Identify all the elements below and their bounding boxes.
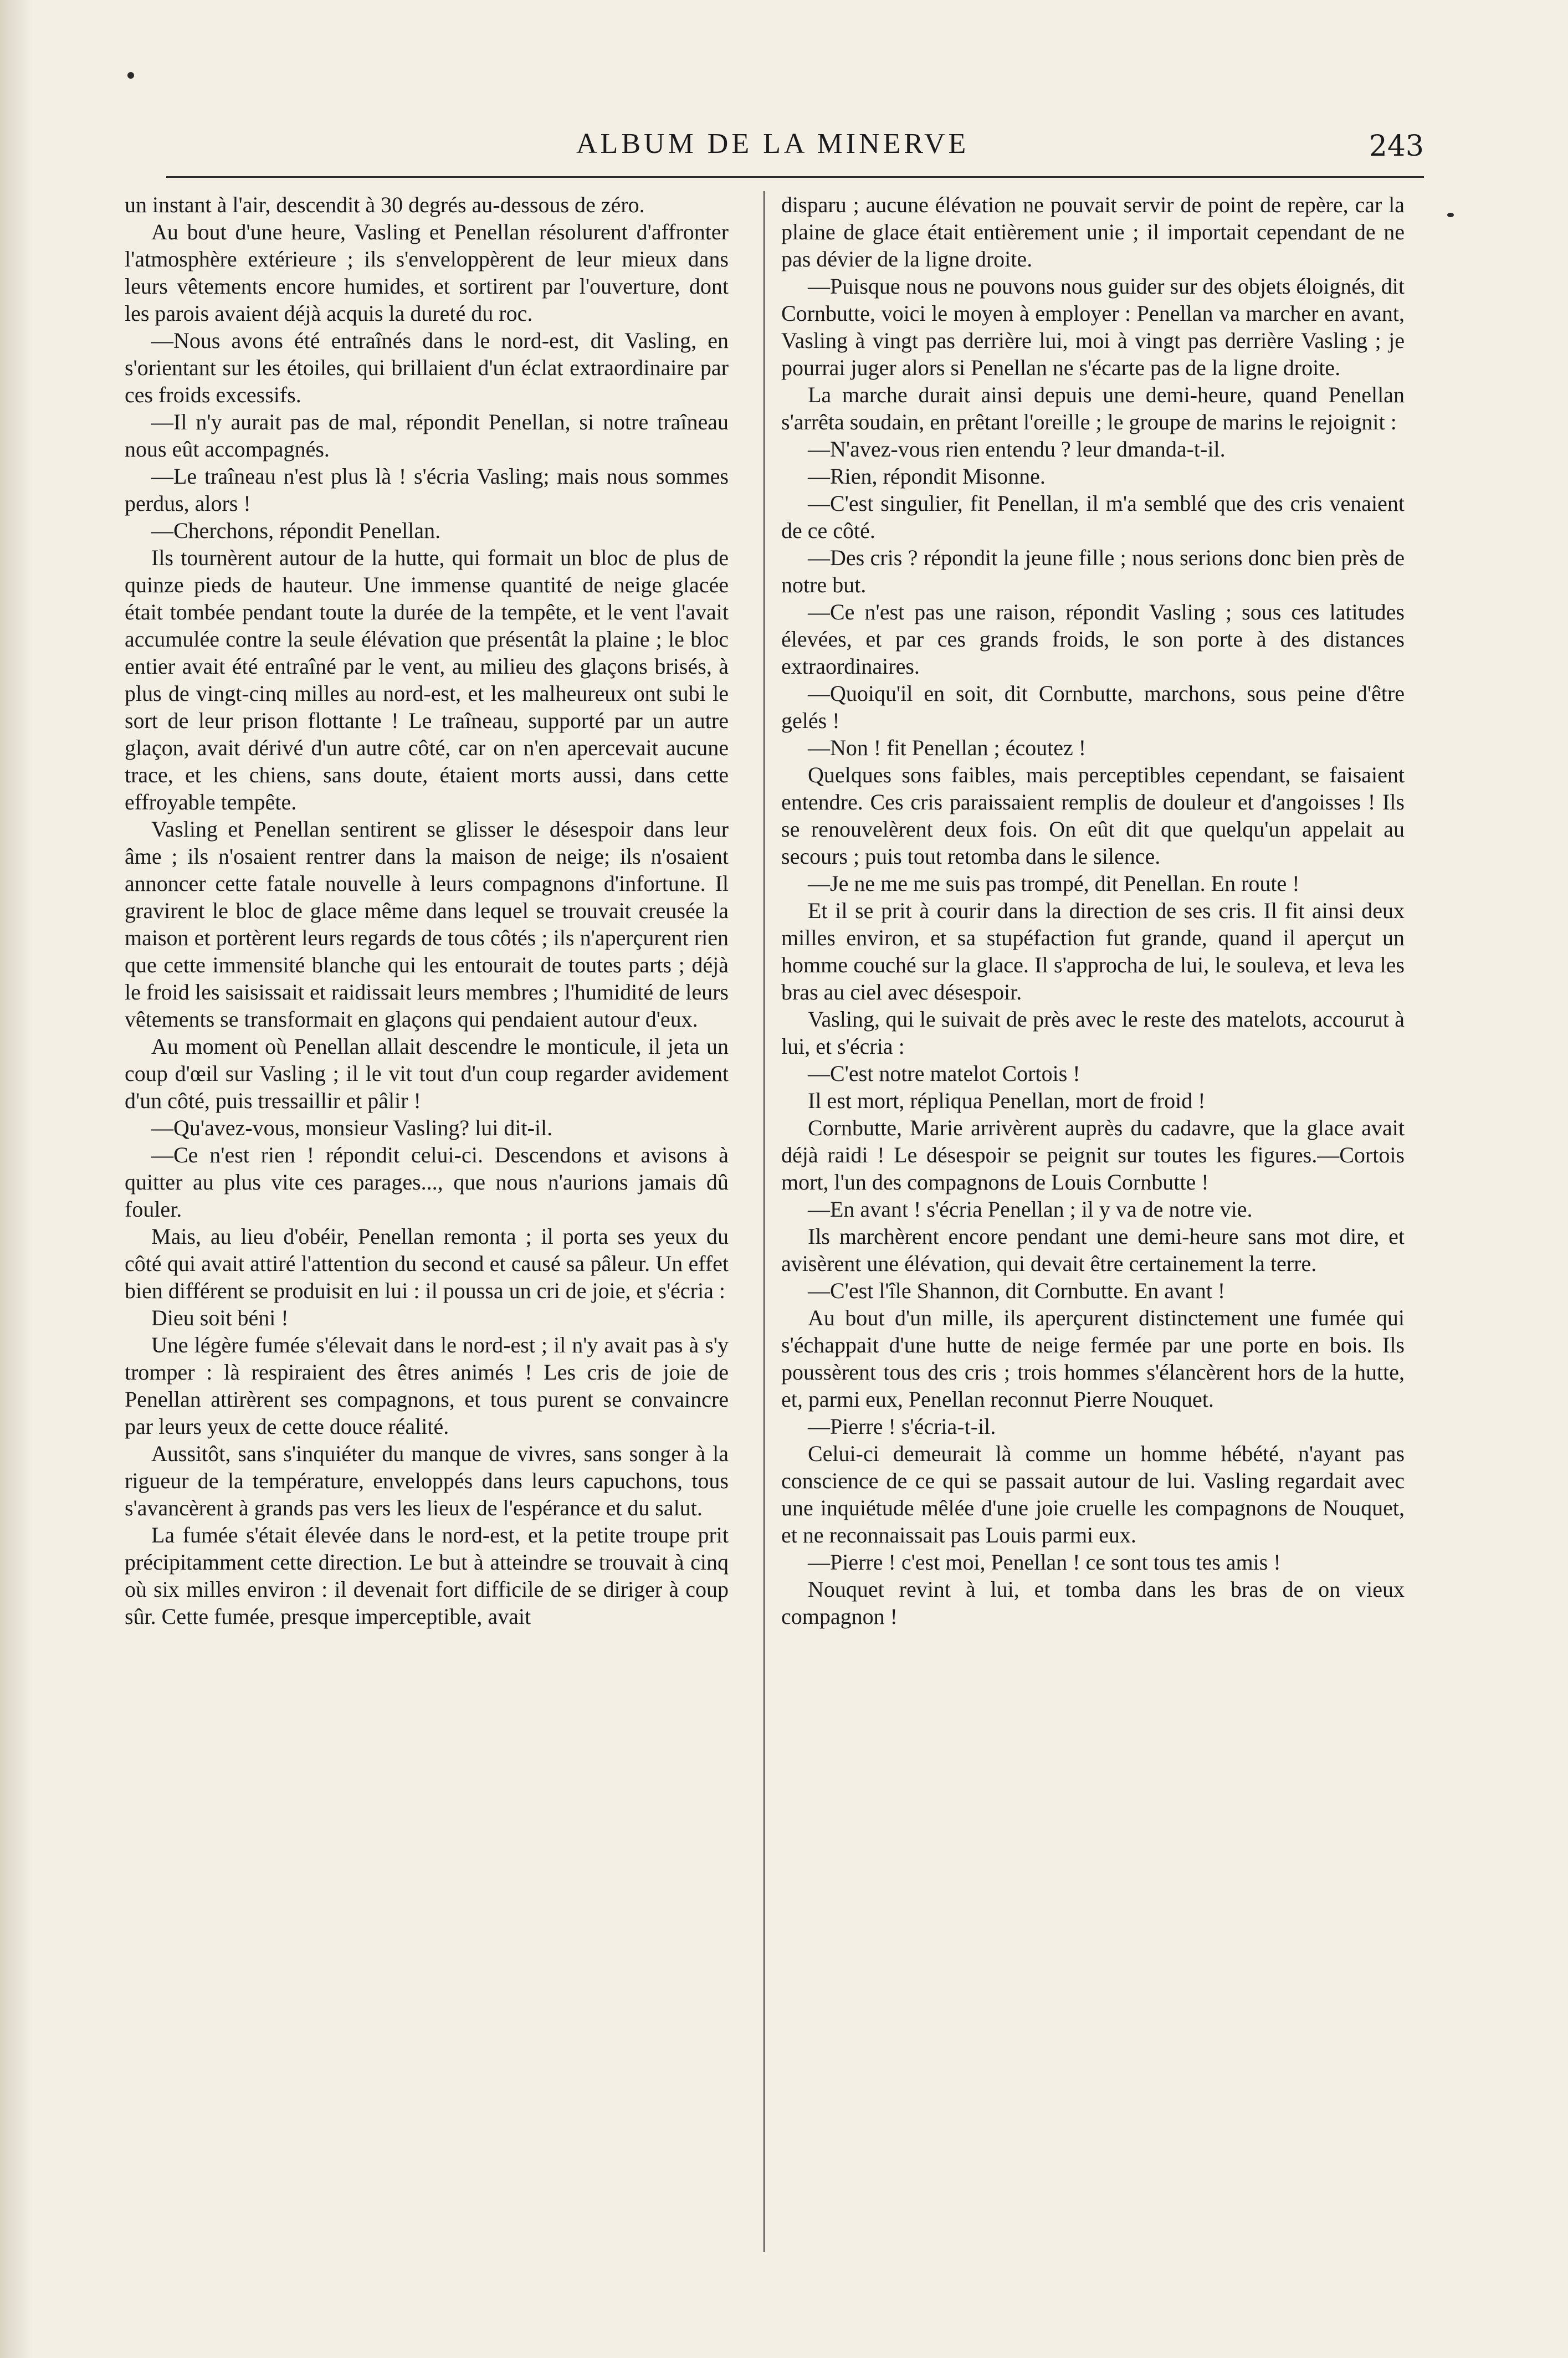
ink-spot bbox=[127, 72, 134, 79]
paragraph: —Il n'y aurait pas de mal, répondit Penellan, si notre traîneau nous eût accompagnés. bbox=[125, 409, 729, 462]
paragraph: —C'est singulier, fit Penellan, il m'a semblé que des cris venaient de ce côté. bbox=[781, 491, 1405, 543]
paragraph: Aussitôt, sans s'inquiéter du manque de vivres, sans songer à la rigueur de la température, enveloppés dans leurs capuchons, tous s'avancèrent à grands pas vers les lieux de l'espérance et du salut. bbox=[125, 1441, 729, 1520]
paragraph: —Le traîneau n'est plus là ! s'écria Vasling; mais nous sommes perdus, alors ! bbox=[125, 464, 729, 516]
paragraph: Au moment où Penellan allait descendre le monticule, il jeta un coup d'œil sur Vasling ; il le vit tout d'un coup regarder avidement d'un côté, puis tressaillir et pâlir ! bbox=[125, 1034, 729, 1113]
paragraph: —Cherchons, répondit Penellan. bbox=[151, 518, 441, 543]
page-number: 243 bbox=[1369, 130, 1424, 163]
paragraph: —N'avez-vous rien entendu ? leur dmanda-t-il. bbox=[808, 437, 1226, 462]
paragraph: —Rien, répondit Misonne. bbox=[808, 464, 1046, 489]
paragraph: Ils marchèrent encore pendant une demi-heure sans mot dire, et avisèrent une élévation, qui devait être certainement la terre. bbox=[781, 1224, 1405, 1276]
paragraph: Il est mort, répliqua Penellan, mort de froid ! bbox=[808, 1088, 1206, 1113]
paragraph: —Pierre ! s'écria-t-il. bbox=[808, 1414, 996, 1439]
paragraph: Nouquet revint à lui, et tomba dans les bras de on vieux compagnon ! bbox=[781, 1577, 1405, 1629]
paragraph: Mais, au lieu d'obéir, Penellan remonta ; il porta ses yeux du côté qui avait attiré l'attention du second et causé sa pâleur. Un effet bien différent se produisit en lui : il poussa un cri de joie, et s'écria : bbox=[125, 1224, 729, 1303]
paragraph: Et il se prit à courir dans la direction de ses cris. Il fit ainsi deux milles environ, et sa stupéfaction fut grande, quand il aperçut un homme couché sur la glace. Il s'approcha de lui, le souleva, et leva les bras au ciel avec désespoir. bbox=[781, 898, 1405, 1004]
paragraph: Quelques sons faibles, mais perceptibles cependant, se faisaient entendre. Ces cris paraissaient remplis de douleur et d'angoisses ! Ils se renouvelèrent deux fois. On eût dit que quelqu'un appelait au secours ; puis tout retomba dans le silence. bbox=[781, 762, 1405, 869]
paragraph: Cornbutte, Marie arrivèrent auprès du cadavre, que la glace avait déjà raidi ! Le désespoir se peignit sur toutes les figures.—Cortois mort, l'un des compagnons de Louis Cornbutte ! bbox=[781, 1115, 1405, 1195]
ink-spot bbox=[1447, 213, 1454, 217]
paragraph: —Nous avons été entraînés dans le nord-est, dit Vasling, en s'orientant sur les étoiles, qui brillaient d'un éclat extraordinaire par ces froids excessifs. bbox=[125, 328, 729, 407]
paragraph: Vasling et Penellan sentirent se glisser le désespoir dans leur âme ; ils n'osaient rentrer dans la maison de neige; ils n'osaient annoncer cette fatale nouvelle à leurs compagnons d'infortune. Il gravirent le bloc de glace même dans lequel se trouvait creusée la maison et portèrent leurs regards de tous côtés ; ils n'aperçurent rien que cette immensité blanche qui les entourait de toutes parts ; déjà le froid les saisissait et raidissait leurs membres ; l'humidité de leurs vêtements se transformait en glaçons qui pendaient autour d'eux. bbox=[125, 817, 729, 1032]
page-header bbox=[166, 122, 1424, 172]
paragraph: —En avant ! s'écria Penellan ; il y va de notre vie. bbox=[808, 1197, 1253, 1222]
paragraph: La marche durait ainsi depuis une demi-heure, quand Penellan s'arrêta soudain, en prêtant l'oreille ; le groupe de marins le rejoignit : bbox=[781, 382, 1405, 434]
column-divider bbox=[763, 191, 765, 2252]
header-rule bbox=[166, 176, 1424, 178]
paragraph: —Ce n'est pas une raison, répondit Vasling ; sous ces latitudes élevées, et par ces grands froids, le son porte à des distances extraordinaires. bbox=[781, 599, 1405, 679]
paragraph: —Je ne me me suis pas trompé, dit Penellan. En route ! bbox=[808, 871, 1300, 896]
right-column bbox=[781, 191, 1405, 2252]
paragraph: disparu ; aucune élévation ne pouvait servir de point de repère, car la plaine de glace était entièrement unie ; il importait cependant de ne pas dévier de la ligne droite. bbox=[781, 192, 1405, 271]
paragraph: —C'est notre matelot Cortois ! bbox=[808, 1061, 1080, 1086]
paragraph: La fumée s'était élevée dans le nord-est, et la petite troupe prit précipitamment cette direction. Le but à atteindre se trouvait à cinq où six milles environ : il devenait fort difficile de se diriger à coup sûr. Cette fumée, presque imperceptible, avait bbox=[125, 1523, 729, 1629]
paragraph: —Ce n'est rien ! répondit celui-ci. Descendons et avisons à quitter au plus vite ces parages..., que nous n'aurions jamais dû fouler. bbox=[125, 1142, 729, 1222]
paragraph: Vasling, qui le suivait de près avec le reste des matelots, accourut à lui, et s'écria : bbox=[781, 1007, 1405, 1059]
paragraph: —Non ! fit Penellan ; écoutez ! bbox=[808, 735, 1087, 760]
paragraph: Au bout d'un mille, ils aperçurent distinctement une fumée qui s'échappait d'une hutte de neige fermée par une porte en bois. Ils poussèrent tous des cris ; trois hommes s'élancèrent hors de la hutte, et, parmi eux, Penellan reconnut Pierre Nouquet. bbox=[781, 1305, 1405, 1412]
paragraph: Ils tournèrent autour de la hutte, qui formait un bloc de plus de quinze pieds de hauteur. Une immense quantité de neige glacée était tombée pendant toute la durée de la tempête, et le vent l'avait accumulée contre la seule élévation que présentât la plaine ; le bloc entier avait été entraîné par le vent, au milieu des glaçons brisés, à plus de vingt-cinq milles au nord-est, et les malheureux ont subi le sort de leur prison flottante ! Le traîneau, supporté par un autre glaçon, avait dérivé d'un autre côté, car on n'en apercevait aucune trace, et les chiens, sans doute, étaient morts aussi, dans cette effroyable tempête. bbox=[125, 545, 729, 814]
paragraph: —Puisque nous ne pouvons nous guider sur des objets éloignés, dit Cornbutte, voici le moyen à employer : Penellan va marcher en avant, Vasling à vingt pas derrière lui, moi à vingt pas derrière Vasling ; je pourrai juger alors si Penellan ne s'écarte pas de la ligne droite. bbox=[781, 274, 1405, 380]
page-edge-shadow bbox=[0, 0, 33, 2358]
running-title: ALBUM DE LA MINERVE bbox=[576, 128, 970, 160]
paragraph: —C'est l'île Shannon, dit Cornbutte. En avant ! bbox=[808, 1278, 1226, 1303]
paragraph: un instant à l'air, descendit à 30 degrés au-dessous de zéro. bbox=[125, 192, 645, 217]
paragraph: —Pierre ! c'est moi, Penellan ! ce sont tous tes amis ! bbox=[808, 1550, 1281, 1575]
paragraph: —Qu'avez-vous, monsieur Vasling? lui dit-il. bbox=[151, 1115, 553, 1140]
paragraph: —Des cris ? répondit la jeune fille ; nous serions donc bien près de notre but. bbox=[781, 545, 1405, 597]
paragraph: Au bout d'une heure, Vasling et Penellan résolurent d'affronter l'atmosphère extérieure ; ils s'enveloppèrent de leur mieux dans leurs vêtements encore humides, et sortirent par l'ouverture, dont les parois avaient déjà acquis la dureté du roc. bbox=[125, 219, 729, 326]
paragraph: —Quoiqu'il en soit, dit Cornbutte, marchons, sous peine d'être gelés ! bbox=[781, 681, 1405, 733]
left-column bbox=[125, 191, 729, 2252]
paragraph: Dieu soit béni ! bbox=[151, 1305, 289, 1330]
paragraph: Une légère fumée s'élevait dans le nord-est ; il n'y avait pas à s'y tromper : là respiraient des êtres animés ! Les cris de joie de Penellan attirèrent ses compagnons, et tous purent se convaincre par leurs yeux de cette douce réalité. bbox=[125, 1332, 729, 1439]
paragraph: Celui-ci demeurait là comme un homme hébété, n'ayant pas conscience de ce qui se passait autour de lui. Vasling regardait avec une inquiétude mêlée d'une joie cruelle les compagnons de Nouquet, et ne reconnaissait pas Louis parmi eux. bbox=[781, 1441, 1405, 1547]
